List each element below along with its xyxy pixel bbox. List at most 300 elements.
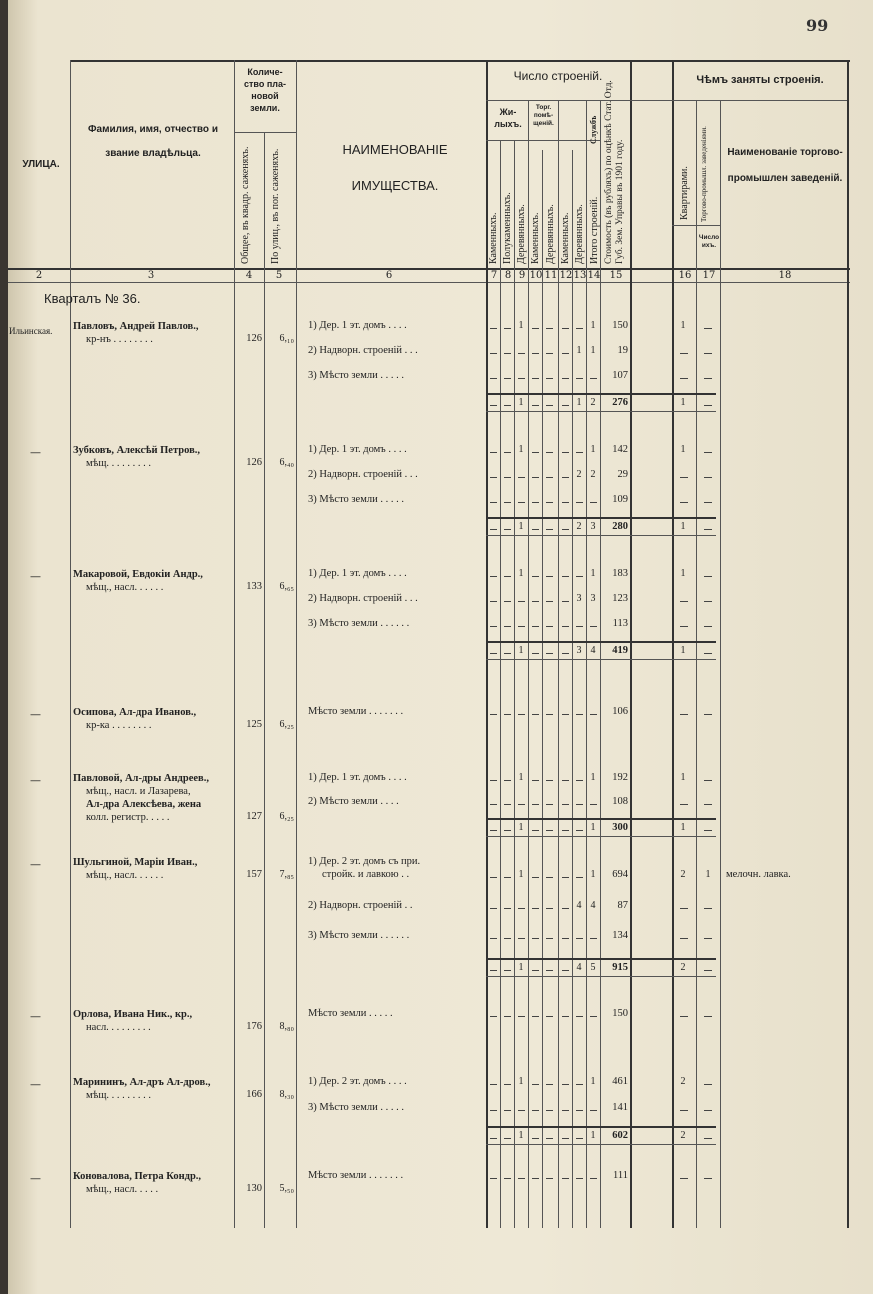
- total-value: 280: [612, 521, 628, 532]
- empty-cell-dash: [546, 452, 553, 453]
- land-area: 166: [246, 1089, 262, 1100]
- header-c14: Итого строеній.: [589, 196, 600, 264]
- street-ditto-dash: —: [30, 774, 41, 787]
- building-count-cell: 3: [576, 593, 582, 604]
- empty-cell-dash: [546, 576, 553, 577]
- empty-cell-dash: [562, 1084, 569, 1085]
- empty-cell-dash: [490, 1084, 497, 1085]
- empty-cell-dash: [562, 1138, 569, 1139]
- empty-cell-dash: [576, 830, 583, 831]
- column-number: 17: [702, 270, 716, 281]
- empty-cell-dash: [546, 780, 553, 781]
- empty-cell-dash: [490, 378, 497, 379]
- property-item: 3) Мѣсто земли . . . . . .: [308, 618, 410, 629]
- street-name: Ильинская.: [9, 326, 53, 336]
- empty-cell-dash: [704, 477, 712, 478]
- col-divider: [234, 60, 235, 1228]
- empty-cell-dash: [576, 780, 583, 781]
- empty-cell-dash: [518, 477, 525, 478]
- empty-cell-dash: [504, 529, 511, 530]
- empty-cell-dash: [680, 908, 688, 909]
- subtotal-rule: [486, 393, 716, 395]
- value-cell: 694: [612, 869, 628, 880]
- building-count-cell: 4: [576, 962, 582, 973]
- street-frontage: 8,₃₀: [279, 1089, 294, 1100]
- value-cell: 106: [612, 706, 628, 717]
- header-service: Службъ: [589, 115, 598, 144]
- empty-cell-dash: [704, 405, 712, 406]
- empty-cell-dash: [490, 502, 497, 503]
- value-cell: 109: [612, 494, 628, 505]
- value-cell: 111: [613, 1170, 628, 1181]
- empty-cell-dash: [680, 1016, 688, 1017]
- land-area: 176: [246, 1021, 262, 1032]
- empty-cell-dash: [562, 626, 569, 627]
- empty-cell-dash: [532, 877, 539, 878]
- empty-cell-dash: [532, 378, 539, 379]
- empty-cell-dash: [532, 601, 539, 602]
- column-number: 12: [559, 270, 573, 281]
- empty-cell-dash: [704, 1016, 712, 1017]
- empty-cell-dash: [576, 1178, 583, 1179]
- apartments-cell: 2: [680, 869, 686, 880]
- empty-cell-dash: [562, 529, 569, 530]
- column-number: 11: [544, 270, 558, 281]
- column-number: 7: [490, 270, 498, 281]
- total-value: 602: [612, 1130, 628, 1141]
- subtotal-rule: [486, 411, 716, 412]
- street-ditto-dash: —: [30, 708, 41, 721]
- header-value: Стоимость (въ рубляхъ) по оцѣнкѣ Стат. Отд. Губ. Зем. Управы въ 1901 году.: [604, 80, 625, 264]
- empty-cell-dash: [562, 1178, 569, 1179]
- subtotal-rule: [486, 659, 716, 660]
- empty-cell-dash: [562, 502, 569, 503]
- header-trade: Торг. помѣ-щеній.: [533, 104, 554, 127]
- empty-cell-dash: [532, 529, 539, 530]
- street-ditto-dash: —: [30, 1078, 41, 1091]
- subtotal-rule: [486, 958, 716, 960]
- empty-cell-dash: [532, 328, 539, 329]
- empty-cell-dash: [504, 405, 511, 406]
- empty-cell-dash: [704, 452, 712, 453]
- col-divider: [847, 60, 849, 1228]
- column-number: 5: [275, 270, 283, 281]
- building-count-cell: 1: [590, 444, 596, 455]
- empty-cell-dash: [590, 1178, 597, 1179]
- header-c10: Каменныхъ.: [530, 212, 541, 264]
- building-count-cell: 1: [518, 568, 524, 579]
- empty-cell-dash: [546, 328, 553, 329]
- building-count-cell: 1: [518, 772, 524, 783]
- empty-cell-dash: [704, 502, 712, 503]
- empty-cell-dash: [490, 1110, 497, 1111]
- building-count-cell: 2: [590, 469, 596, 480]
- empty-cell-dash: [546, 1178, 553, 1179]
- empty-cell-dash: [532, 405, 539, 406]
- owner-name-cont: Ал-дра Алексѣева, жена: [86, 799, 202, 810]
- empty-cell-dash: [532, 477, 539, 478]
- subtotal-rule: [486, 535, 716, 536]
- owner-name: Марининъ, Ал-дръ Ал-дров.,: [73, 1077, 211, 1088]
- land-area: 130: [246, 1183, 262, 1194]
- empty-cell-dash: [546, 1110, 553, 1111]
- empty-cell-dash: [504, 970, 511, 971]
- empty-cell-dash: [490, 1016, 497, 1017]
- empty-cell-dash: [704, 938, 712, 939]
- empty-cell-dash: [562, 452, 569, 453]
- empty-cell-dash: [546, 830, 553, 831]
- owner-status: мѣщ., насл. и Лазарева,: [86, 786, 191, 797]
- apartments-cell: 1: [680, 397, 686, 408]
- value-cell: 192: [612, 772, 628, 783]
- empty-cell-dash: [490, 328, 497, 329]
- building-count-cell: 1: [518, 397, 524, 408]
- header-street: УЛИЦА.: [22, 159, 60, 170]
- building-count-cell: 1: [590, 345, 596, 356]
- empty-cell-dash: [504, 1138, 511, 1139]
- empty-cell-dash: [504, 908, 511, 909]
- property-item: 2) Надворн. строеній . .: [308, 900, 413, 911]
- empty-cell-dash: [704, 804, 712, 805]
- col-divider: [296, 60, 297, 1228]
- property-item: 2) Надворн. строеній . . .: [308, 345, 418, 356]
- column-number: 8: [504, 270, 512, 281]
- empty-cell-dash: [532, 353, 539, 354]
- book-spine: [0, 0, 8, 1294]
- col-divider: [514, 140, 515, 1228]
- column-number: 14: [587, 270, 601, 281]
- owner-name: Зубковъ, Алексѣй Петров.,: [73, 445, 201, 456]
- header-trade-est: Торгово-промышл. заведеніями.: [700, 126, 708, 222]
- empty-cell-dash: [562, 353, 569, 354]
- empty-cell-dash: [562, 877, 569, 878]
- empty-cell-dash: [518, 908, 525, 909]
- empty-cell-dash: [680, 626, 688, 627]
- apartments-cell: 1: [680, 320, 686, 331]
- value-cell: 113: [612, 618, 628, 629]
- value-cell: 141: [612, 1102, 628, 1113]
- empty-cell-dash: [704, 626, 712, 627]
- empty-cell-dash: [680, 502, 688, 503]
- col-divider: [264, 132, 265, 1228]
- empty-cell-dash: [490, 653, 497, 654]
- building-count-cell: 3: [590, 593, 596, 604]
- empty-cell-dash: [576, 877, 583, 878]
- empty-cell-dash: [576, 1084, 583, 1085]
- empty-cell-dash: [504, 877, 511, 878]
- empty-cell-dash: [532, 938, 539, 939]
- apartments-cell: 1: [680, 822, 686, 833]
- empty-cell-dash: [504, 477, 511, 478]
- empty-cell-dash: [490, 601, 497, 602]
- value-cell: 150: [612, 320, 628, 331]
- land-area: 133: [246, 581, 262, 592]
- col-divider: [720, 100, 721, 1228]
- building-count-cell: 4: [576, 900, 582, 911]
- property-item: 1) Дер. 1 эт. домъ . . . .: [308, 568, 407, 579]
- empty-cell-dash: [590, 378, 597, 379]
- empty-cell-dash: [518, 378, 525, 379]
- building-count-cell: 1: [590, 1130, 596, 1141]
- owner-name: Шульгиной, Маріи Иван.,: [73, 857, 198, 868]
- empty-cell-dash: [532, 804, 539, 805]
- header-c12: Каменныхъ.: [560, 212, 571, 264]
- empty-cell-dash: [546, 877, 553, 878]
- empty-cell-dash: [576, 1138, 583, 1139]
- header-rule: [234, 132, 296, 133]
- empty-cell-dash: [504, 601, 511, 602]
- empty-cell-dash: [546, 1016, 553, 1017]
- header-property: НАИМЕНОВАНІЕ ИМУЩЕСТВА.: [342, 142, 448, 193]
- property-item: 1) Дер. 2 эт. домъ . . . .: [308, 1076, 407, 1087]
- empty-cell-dash: [490, 714, 497, 715]
- value-cell: 461: [612, 1076, 628, 1087]
- building-count-cell: 5: [590, 962, 596, 973]
- property-item: 1) Дер. 2 эт. домъ съ при.: [308, 856, 421, 867]
- owner-name: Павловой, Ал-дры Андреев.,: [73, 773, 209, 784]
- col-divider: [572, 150, 573, 1228]
- empty-cell-dash: [562, 830, 569, 831]
- empty-cell-dash: [562, 970, 569, 971]
- property-item: Мѣсто земли . . . . .: [308, 1008, 393, 1019]
- empty-cell-dash: [490, 830, 497, 831]
- header-occupied: Чѣмъ заняты строенія.: [696, 74, 824, 86]
- empty-cell-dash: [562, 601, 569, 602]
- apartments-cell: 2: [680, 1076, 686, 1087]
- apartments-cell: 1: [680, 645, 686, 656]
- empty-cell-dash: [532, 576, 539, 577]
- building-count-cell: 1: [518, 962, 524, 973]
- empty-cell-dash: [704, 1110, 712, 1111]
- column-number: 13: [573, 270, 587, 281]
- column-number: 4: [245, 270, 253, 281]
- value-cell: 107: [612, 370, 628, 381]
- street-frontage: 8,₈₀: [279, 1021, 294, 1032]
- empty-cell-dash: [704, 1084, 712, 1085]
- empty-cell-dash: [562, 328, 569, 329]
- header-apartments: Квартирами.: [679, 166, 690, 220]
- owner-status: насл. . . . . . . . .: [86, 1022, 151, 1033]
- empty-cell-dash: [562, 1110, 569, 1111]
- empty-cell-dash: [546, 908, 553, 909]
- street-ditto-dash: —: [30, 446, 41, 459]
- street-frontage: 6,₂₅: [279, 811, 294, 822]
- empty-cell-dash: [546, 626, 553, 627]
- header-bottom-rule: [8, 268, 850, 270]
- value-cell: 19: [617, 345, 628, 356]
- owner-status-cont: колл. регистр. . . . .: [86, 812, 170, 823]
- apartments-cell: 1: [680, 772, 686, 783]
- street-frontage: 6,₄₀: [279, 457, 294, 468]
- building-count-cell: 1: [576, 345, 582, 356]
- empty-cell-dash: [518, 353, 525, 354]
- empty-cell-dash: [546, 938, 553, 939]
- property-item: 1) Дер. 1 эт. домъ . . . .: [308, 320, 407, 331]
- building-count-cell: 1: [518, 645, 524, 656]
- building-count-cell: 2: [590, 397, 596, 408]
- value-cell: 87: [617, 900, 628, 911]
- empty-cell-dash: [576, 328, 583, 329]
- empty-cell-dash: [562, 378, 569, 379]
- empty-cell-dash: [518, 714, 525, 715]
- empty-cell-dash: [518, 601, 525, 602]
- land-area: 157: [246, 869, 262, 880]
- building-count-cell: 1: [590, 1076, 596, 1087]
- column-number: 9: [518, 270, 526, 281]
- building-count-cell: 1: [590, 869, 596, 880]
- empty-cell-dash: [704, 908, 712, 909]
- header-count: Число ихъ.: [698, 234, 720, 249]
- col-divider: [672, 60, 674, 1228]
- subtotal-rule: [486, 818, 716, 820]
- empty-cell-dash: [532, 653, 539, 654]
- empty-cell-dash: [704, 601, 712, 602]
- empty-cell-dash: [704, 328, 712, 329]
- empty-cell-dash: [546, 714, 553, 715]
- empty-cell-dash: [504, 780, 511, 781]
- trade-name-cell: мелочн. лавка.: [726, 869, 791, 880]
- col-divider: [542, 150, 543, 1228]
- empty-cell-dash: [576, 804, 583, 805]
- empty-cell-dash: [576, 1016, 583, 1017]
- street-ditto-dash: —: [30, 1172, 41, 1185]
- empty-cell-dash: [490, 908, 497, 909]
- col-divider: [630, 60, 632, 1228]
- header-buildings: Число строеній.: [513, 69, 603, 83]
- empty-cell-dash: [518, 502, 525, 503]
- property-item: Мѣсто земли . . . . . . .: [308, 1170, 404, 1181]
- empty-cell-dash: [504, 378, 511, 379]
- owner-status: мѣщ., насл. . . . . .: [86, 582, 164, 593]
- street-ditto-dash: —: [30, 858, 41, 871]
- header-c9: Деревянныхъ.: [516, 204, 527, 264]
- empty-cell-dash: [504, 626, 511, 627]
- empty-cell-dash: [576, 452, 583, 453]
- value-cell: 29: [617, 469, 628, 480]
- empty-cell-dash: [546, 502, 553, 503]
- header-land-qty: Количе-ство пла-новой земли.: [244, 67, 286, 113]
- building-count-cell: 1: [518, 521, 524, 532]
- property-item: 2) Надворн. строеній . . .: [308, 469, 418, 480]
- header-land-street: По улиц., въ пог. саженяхъ.: [270, 148, 281, 264]
- empty-cell-dash: [704, 529, 712, 530]
- column-number: 15: [609, 270, 623, 281]
- trade-count-cell: 1: [705, 869, 711, 880]
- empty-cell-dash: [590, 502, 597, 503]
- empty-cell-dash: [518, 1110, 525, 1111]
- empty-cell-dash: [532, 908, 539, 909]
- owner-name: Макаровой, Евдокіи Андр.,: [73, 569, 203, 580]
- empty-cell-dash: [532, 452, 539, 453]
- empty-cell-dash: [532, 780, 539, 781]
- property-item: 2) Надворн. строеній . . .: [308, 593, 418, 604]
- apartments-cell: 2: [680, 962, 686, 973]
- owner-status: мѣщ., насл. . . . .: [86, 1184, 159, 1195]
- empty-cell-dash: [504, 576, 511, 577]
- property-item: 3) Мѣсто земли . . . . .: [308, 370, 404, 381]
- empty-cell-dash: [546, 529, 553, 530]
- owner-name: Орлова, Ивана Ник., кр.,: [73, 1009, 193, 1020]
- empty-cell-dash: [562, 714, 569, 715]
- empty-cell-dash: [504, 1016, 511, 1017]
- building-count-cell: 1: [590, 772, 596, 783]
- header-rule: [672, 225, 720, 226]
- street-ditto-dash: —: [30, 570, 41, 583]
- empty-cell-dash: [704, 970, 712, 971]
- building-count-cell: 3: [590, 521, 596, 532]
- col-divider: [70, 60, 71, 1228]
- property-item: 3) Мѣсто земли . . . . .: [308, 494, 404, 505]
- building-count-cell: 2: [576, 521, 582, 532]
- header-land-total: Общее, въ квадр. саженяхъ.: [240, 146, 251, 264]
- land-area: 125: [246, 719, 262, 730]
- land-area: 126: [246, 457, 262, 468]
- street-frontage: 6,₁₀: [279, 333, 294, 344]
- empty-cell-dash: [504, 1178, 511, 1179]
- empty-cell-dash: [680, 1110, 688, 1111]
- empty-cell-dash: [562, 1016, 569, 1017]
- total-value: 419: [612, 645, 628, 656]
- header-c11: Деревянныхъ.: [545, 204, 556, 264]
- empty-cell-dash: [680, 714, 688, 715]
- empty-cell-dash: [518, 1178, 525, 1179]
- empty-cell-dash: [704, 576, 712, 577]
- empty-cell-dash: [518, 938, 525, 939]
- owner-name: Коновалова, Петра Кондр.,: [73, 1171, 202, 1182]
- street-ditto-dash: —: [30, 1010, 41, 1023]
- empty-cell-dash: [490, 477, 497, 478]
- header-rule: [672, 100, 847, 101]
- building-count-cell: 1: [518, 1076, 524, 1087]
- empty-cell-dash: [576, 626, 583, 627]
- empty-cell-dash: [532, 1178, 539, 1179]
- empty-cell-dash: [704, 378, 712, 379]
- empty-cell-dash: [704, 714, 712, 715]
- header-c7: Каменныхъ.: [488, 212, 499, 264]
- header-rule: [486, 100, 672, 101]
- property-item: 2) Мѣсто земли . . . .: [308, 796, 399, 807]
- empty-cell-dash: [532, 830, 539, 831]
- owner-name: Павловъ, Андрей Павлов.,: [73, 321, 199, 332]
- building-count-cell: 4: [590, 645, 596, 656]
- property-item: 1) Дер. 1 эт. домъ . . . .: [308, 772, 407, 783]
- column-number: 3: [147, 270, 155, 281]
- empty-cell-dash: [490, 1138, 497, 1139]
- empty-cell-dash: [590, 1110, 597, 1111]
- empty-cell-dash: [562, 477, 569, 478]
- empty-cell-dash: [590, 714, 597, 715]
- header-top-rule: [70, 60, 850, 62]
- subtotal-rule: [486, 1144, 716, 1145]
- empty-cell-dash: [680, 601, 688, 602]
- empty-cell-dash: [546, 601, 553, 602]
- owner-name: Осипова, Ал-дра Иванов.,: [73, 707, 197, 718]
- empty-cell-dash: [518, 804, 525, 805]
- empty-cell-dash: [546, 405, 553, 406]
- property-item-cont: стройк. и лавкою . .: [322, 869, 410, 880]
- empty-cell-dash: [546, 804, 553, 805]
- header-trade-name: Наименованіе торгово-промышлен заведеній.: [727, 147, 843, 184]
- empty-cell-dash: [680, 938, 688, 939]
- empty-cell-dash: [576, 378, 583, 379]
- column-number: 16: [678, 270, 692, 281]
- owner-status: мѣщ. . . . . . . . .: [86, 1090, 152, 1101]
- empty-cell-dash: [590, 938, 597, 939]
- empty-cell-dash: [532, 970, 539, 971]
- empty-cell-dash: [490, 576, 497, 577]
- empty-cell-dash: [562, 908, 569, 909]
- empty-cell-dash: [504, 452, 511, 453]
